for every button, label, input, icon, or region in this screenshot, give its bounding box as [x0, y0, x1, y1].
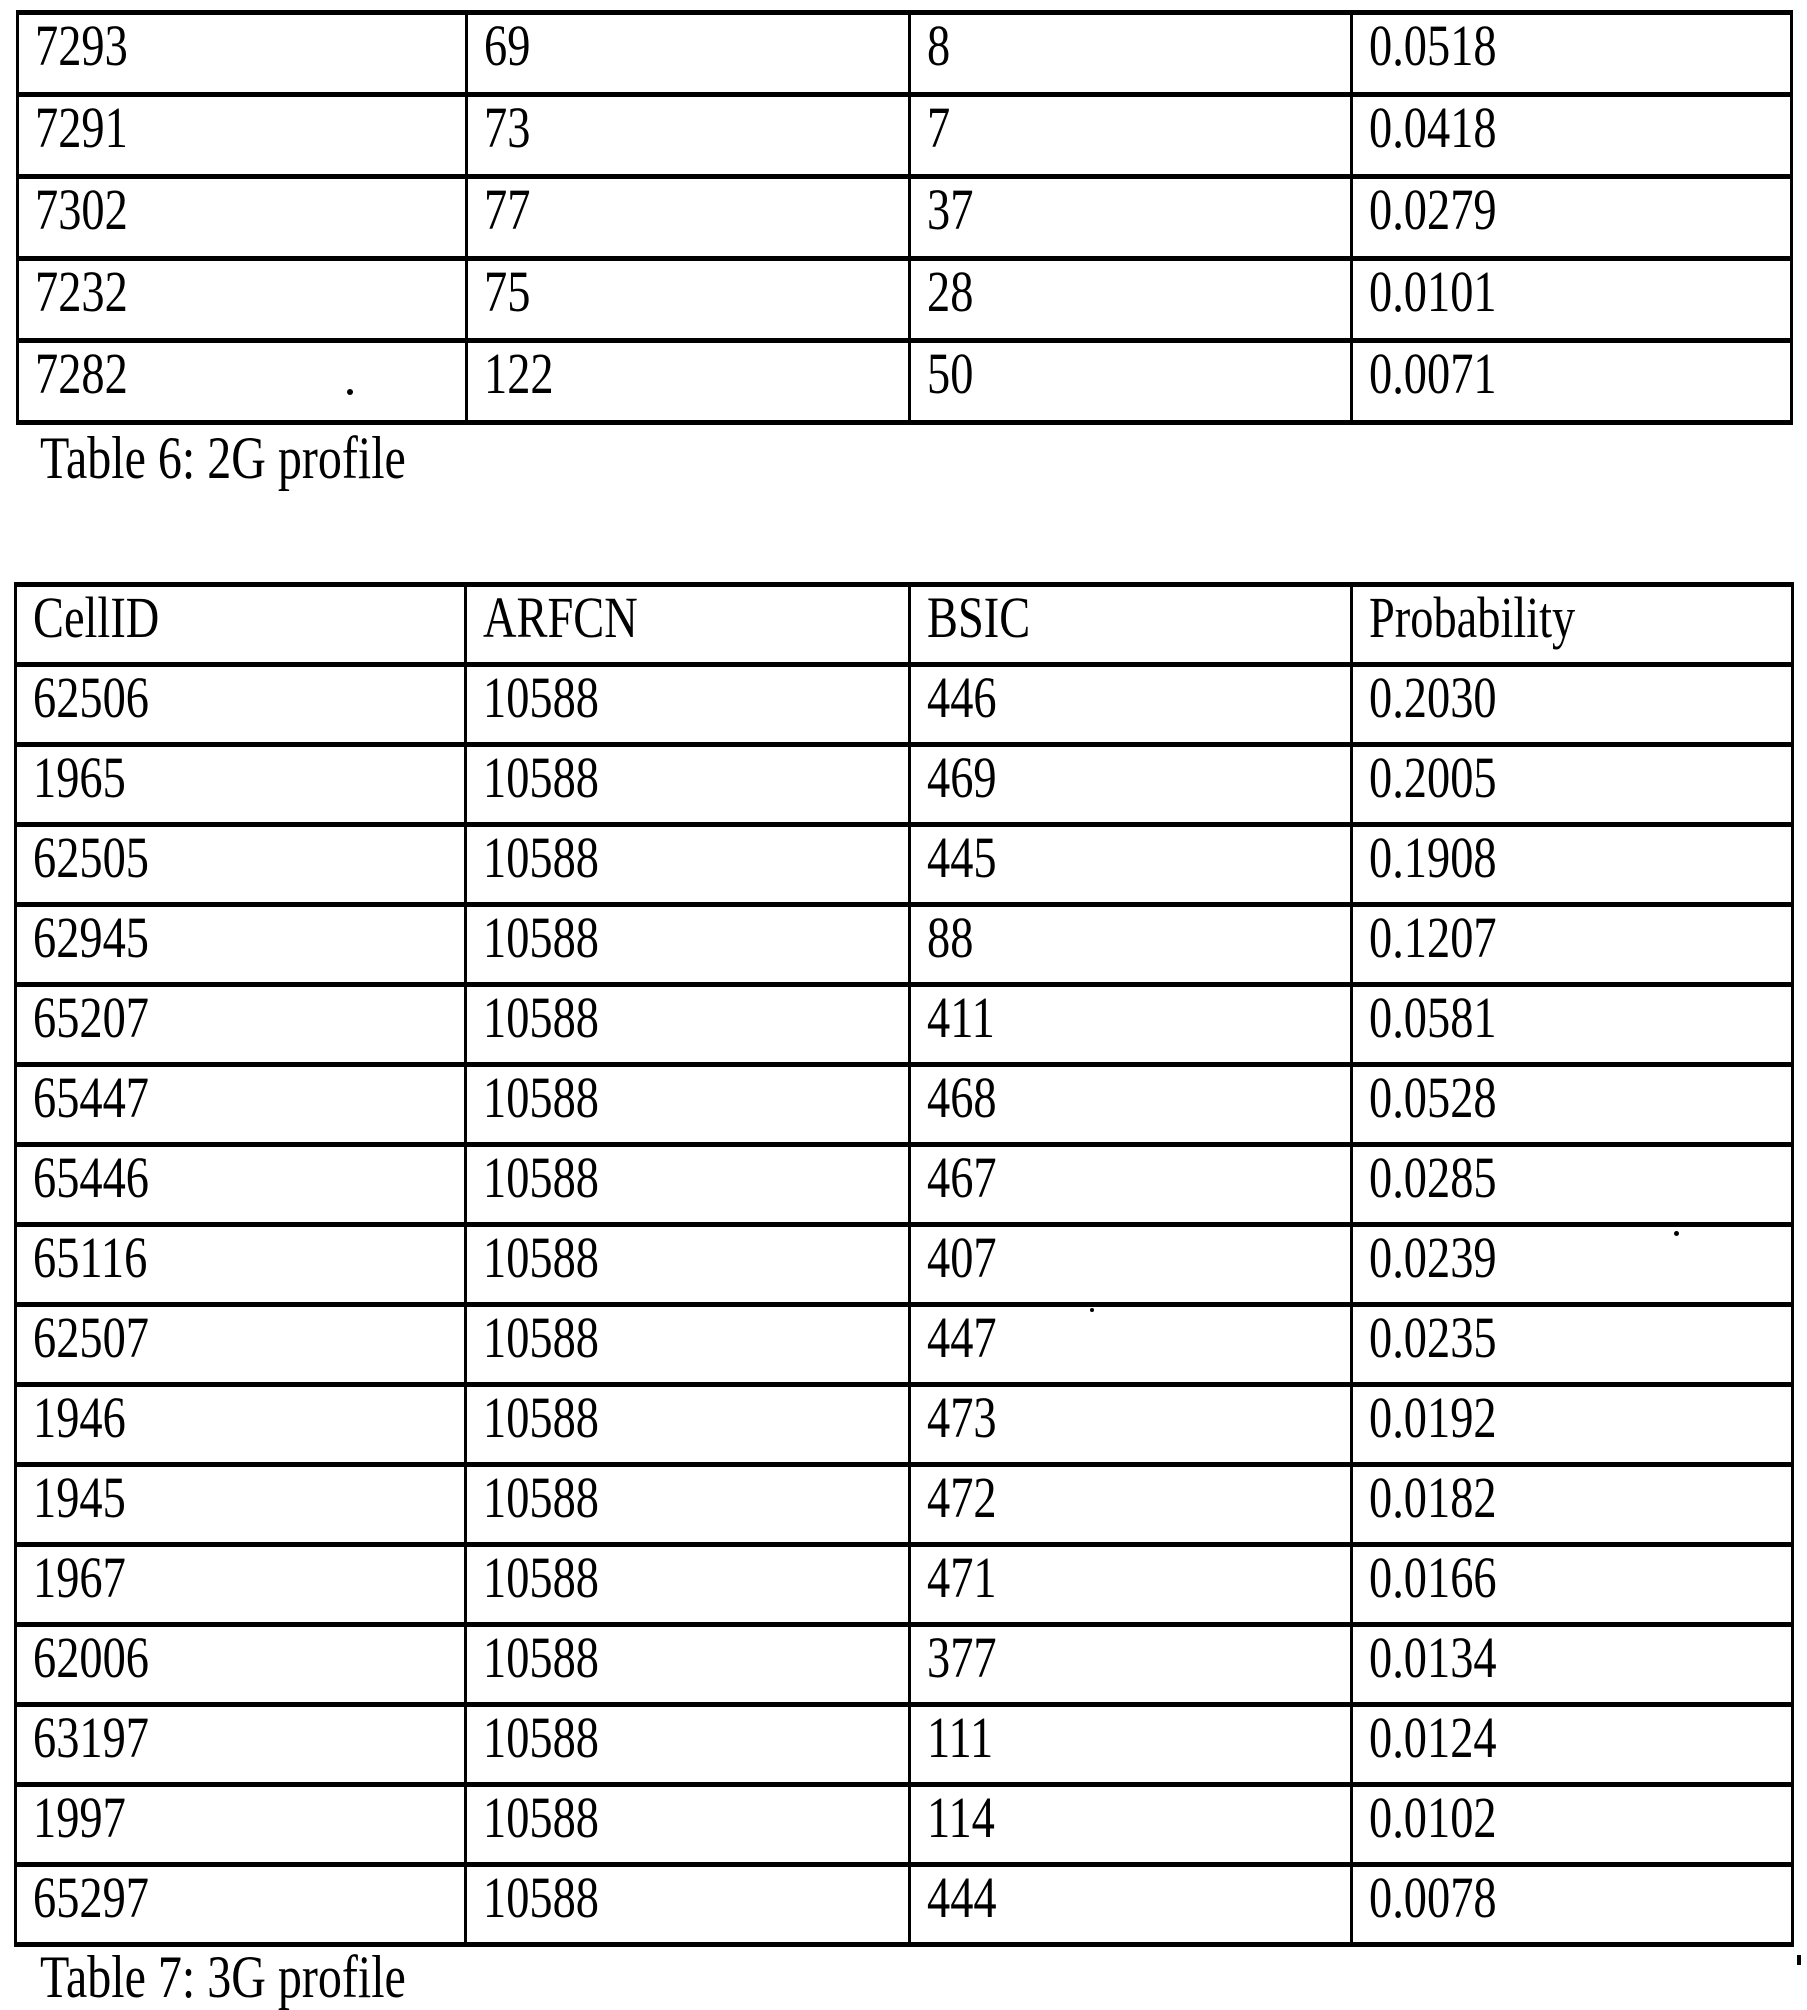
column-header-text: CellID [33, 585, 160, 650]
cell-text: 447 [926, 1305, 997, 1370]
cell-text: 111 [926, 1705, 993, 1770]
cell-text: 62945 [33, 905, 149, 970]
cell-text: 65297 [33, 1865, 149, 1930]
table-cell [465, 1385, 909, 1465]
table-cell [466, 95, 910, 177]
table-row [16, 1625, 1793, 1705]
table-cell [466, 341, 910, 423]
table-cell [18, 341, 467, 423]
table-cell [465, 745, 909, 825]
table-cell [16, 1545, 466, 1625]
table-cell [909, 1705, 1351, 1785]
table-cell [1352, 1385, 1793, 1465]
table6-caption [40, 426, 497, 490]
scan-speck [1090, 1308, 1094, 1312]
table-cell [909, 1385, 1351, 1465]
table-row [18, 177, 1792, 259]
table-cell [1352, 665, 1793, 745]
column-header [16, 585, 466, 665]
cell-text: 69 [483, 13, 531, 78]
cell-text: 473 [926, 1385, 997, 1450]
table-cell [16, 825, 466, 905]
column-header [1352, 585, 1793, 665]
cell-text: 10588 [482, 1225, 599, 1290]
table-row [16, 1785, 1793, 1865]
table-cell [1352, 1305, 1793, 1385]
cell-text: 10588 [482, 1145, 599, 1210]
table-3g-head [16, 585, 1793, 665]
table-cell [1352, 825, 1793, 905]
table-cell [16, 1385, 466, 1465]
cell-text: 65207 [33, 985, 149, 1050]
cell-text: 411 [926, 985, 995, 1050]
cell-text: 10588 [482, 985, 599, 1050]
table-cell [910, 259, 1352, 341]
cell-text: 10588 [482, 1625, 599, 1690]
cell-text: 37 [927, 177, 974, 242]
table-cell [1352, 745, 1793, 825]
cell-text: 407 [926, 1225, 997, 1290]
table-cell [909, 1465, 1351, 1545]
table-row [16, 1865, 1793, 1945]
cell-text: 8 [927, 13, 951, 78]
cell-text: 65116 [33, 1225, 148, 1290]
table-row [18, 95, 1792, 177]
cell-text: 65447 [33, 1065, 149, 1130]
column-header-text: Probability [1369, 585, 1576, 650]
cell-text: 10588 [482, 905, 599, 970]
cell-text: 472 [926, 1465, 997, 1530]
table-cell [910, 13, 1352, 95]
cell-text: 377 [926, 1625, 997, 1690]
table-cell [909, 1065, 1351, 1145]
cell-text: 0.0418 [1369, 95, 1497, 160]
cell-text: 0.2030 [1369, 665, 1497, 730]
table-row [16, 1465, 1793, 1545]
table-cell [1352, 985, 1793, 1065]
table-cell [909, 1225, 1351, 1305]
table-cell [18, 13, 467, 95]
table-row [16, 1705, 1793, 1785]
table-row [18, 341, 1792, 423]
table-row [16, 1225, 1793, 1305]
cell-text: 73 [483, 95, 531, 160]
table-cell [465, 1705, 909, 1785]
table7-caption-text: Table 7: 3G profile [40, 1944, 406, 2010]
cell-text: 28 [927, 259, 974, 324]
table-cell [910, 95, 1352, 177]
table-cell [1352, 1625, 1793, 1705]
cell-text: 469 [926, 745, 997, 810]
table-cell [465, 1465, 909, 1545]
cell-text: 444 [926, 1865, 997, 1930]
cell-text: 10588 [482, 1705, 599, 1770]
table-3g-profile [14, 582, 1794, 1947]
table-cell [909, 1625, 1351, 1705]
cell-text: 10588 [482, 665, 599, 730]
cell-text: 0.0101 [1369, 259, 1497, 324]
table-cell [18, 259, 467, 341]
cell-text: 7302 [35, 177, 128, 242]
cell-text: 446 [926, 665, 997, 730]
table-cell [16, 665, 466, 745]
table-cell [1352, 1465, 1793, 1545]
cell-text: 62506 [33, 665, 149, 730]
table-row [16, 1065, 1793, 1145]
cell-text: 10588 [482, 825, 599, 890]
table-2g-profile [16, 10, 1793, 425]
table7-caption [40, 1945, 497, 2009]
table-cell [1352, 1545, 1793, 1625]
table-cell [16, 1705, 466, 1785]
table-cell [1352, 1705, 1793, 1785]
table-row [16, 1545, 1793, 1625]
table-cell [16, 1785, 466, 1865]
table-row [16, 985, 1793, 1065]
table-row [16, 1145, 1793, 1225]
table-cell [465, 665, 909, 745]
table-3g-body [16, 665, 1793, 1945]
table-cell [1352, 341, 1792, 423]
table-cell [1352, 259, 1792, 341]
table-cell [16, 985, 466, 1065]
table-cell [16, 1305, 466, 1385]
cell-text: 1967 [33, 1545, 126, 1610]
table-header-row [16, 585, 1793, 665]
table-cell [466, 259, 910, 341]
cell-text: 63197 [33, 1705, 149, 1770]
table-cell [465, 985, 909, 1065]
cell-text: 0.0124 [1369, 1705, 1497, 1770]
table-cell [1352, 905, 1793, 985]
table-cell [1352, 1785, 1793, 1865]
table-row [16, 1305, 1793, 1385]
cell-text: 65446 [33, 1145, 149, 1210]
table-2g-body [18, 13, 1792, 423]
scan-speck [347, 389, 353, 395]
table-cell [910, 341, 1352, 423]
table-cell [465, 1785, 909, 1865]
cell-text: 1946 [33, 1385, 126, 1450]
table-cell [465, 825, 909, 905]
cell-text: 471 [926, 1545, 997, 1610]
cell-text: 10588 [482, 1385, 599, 1450]
cell-text: 10588 [482, 1465, 599, 1530]
table-cell [1352, 1065, 1793, 1145]
scan-speck [1674, 1231, 1679, 1236]
table-cell [16, 1865, 466, 1945]
cell-text: 0.2005 [1369, 745, 1497, 810]
table-cell [465, 1305, 909, 1385]
table-cell [16, 1625, 466, 1705]
cell-text: 7291 [35, 95, 128, 160]
table-cell [465, 905, 909, 985]
table-cell [1352, 1145, 1793, 1225]
table-cell [909, 1545, 1351, 1625]
cell-text: 0.0102 [1369, 1785, 1497, 1850]
table-row [16, 665, 1793, 745]
cell-text: 0.0134 [1369, 1625, 1497, 1690]
cell-text: 445 [926, 825, 997, 890]
table6-caption-text: Table 6: 2G profile [40, 425, 406, 491]
cell-text: 114 [926, 1785, 995, 1850]
cell-text: 62507 [33, 1305, 149, 1370]
table-cell [465, 1625, 909, 1705]
table-cell [909, 1865, 1351, 1945]
table-cell [466, 177, 910, 259]
table-cell [909, 1305, 1351, 1385]
table-cell [16, 1465, 466, 1545]
table-cell [909, 1785, 1351, 1865]
cell-text: 0.0182 [1369, 1465, 1497, 1530]
table-cell [16, 1065, 466, 1145]
cell-text: 10588 [482, 1865, 599, 1930]
cell-text: 7232 [35, 259, 128, 324]
cell-text: 75 [483, 259, 531, 324]
cell-text: 0.0279 [1369, 177, 1497, 242]
table-cell [16, 905, 466, 985]
cell-text: 88 [926, 905, 974, 970]
cell-text: 0.1908 [1369, 825, 1497, 890]
cell-text: 468 [926, 1065, 997, 1130]
cell-text: 0.0078 [1369, 1865, 1497, 1930]
cell-text: 7282 [35, 341, 128, 406]
cell-text: 0.0071 [1369, 341, 1497, 406]
table-row [18, 259, 1792, 341]
table-cell [1352, 1225, 1793, 1305]
cell-text: 0.0239 [1369, 1225, 1497, 1290]
cell-text: 0.0192 [1369, 1385, 1497, 1450]
table-cell [1352, 177, 1792, 259]
cell-text: 7 [927, 95, 951, 160]
cell-text: 0.0518 [1369, 13, 1497, 78]
cell-text: 10588 [482, 745, 599, 810]
cell-text: 62006 [33, 1625, 149, 1690]
table-cell [909, 985, 1351, 1065]
table-cell [909, 745, 1351, 825]
cell-text: 0.0285 [1369, 1145, 1497, 1210]
cell-text: 10588 [482, 1305, 599, 1370]
cell-text: 0.1207 [1369, 905, 1497, 970]
table-row [18, 13, 1792, 95]
table-row [16, 745, 1793, 825]
cell-text: 1965 [33, 745, 126, 810]
table-cell [1352, 95, 1792, 177]
cell-text: 7293 [35, 13, 128, 78]
table-row [16, 1385, 1793, 1465]
cell-text: 62505 [33, 825, 149, 890]
table-row [16, 825, 1793, 905]
table-cell [910, 177, 1352, 259]
table-cell [1352, 13, 1792, 95]
cell-text: 10588 [482, 1785, 599, 1850]
cell-text: 0.0166 [1369, 1545, 1497, 1610]
cell-text: 10588 [482, 1065, 599, 1130]
table-cell [18, 95, 467, 177]
cell-text: 10588 [482, 1545, 599, 1610]
table-cell [465, 1545, 909, 1625]
table-row [16, 905, 1793, 985]
cell-text: 122 [483, 341, 554, 406]
table-cell [909, 1145, 1351, 1225]
table-cell [16, 1225, 466, 1305]
table-cell [466, 13, 910, 95]
table-cell [16, 745, 466, 825]
column-header-text: BSIC [926, 585, 1030, 650]
cell-text: 1945 [33, 1465, 126, 1530]
cell-text: 50 [927, 341, 974, 406]
column-header [465, 585, 909, 665]
cell-text: 0.0528 [1369, 1065, 1497, 1130]
table-cell [465, 1065, 909, 1145]
cell-text: 0.0581 [1369, 985, 1497, 1050]
table-cell [465, 1225, 909, 1305]
cell-text: 1997 [33, 1785, 126, 1850]
cell-text: 467 [926, 1145, 997, 1210]
table-cell [909, 825, 1351, 905]
table-cell [909, 905, 1351, 985]
column-header [909, 585, 1351, 665]
scan-speck [1797, 1955, 1801, 1965]
table-cell [16, 1145, 466, 1225]
table-cell [465, 1865, 909, 1945]
table-cell [465, 1145, 909, 1225]
table-cell [1352, 1865, 1793, 1945]
table-cell [909, 665, 1351, 745]
table-cell [18, 177, 467, 259]
column-header-text: ARFCN [482, 585, 638, 650]
cell-text: 0.0235 [1369, 1305, 1497, 1370]
cell-text: 77 [483, 177, 531, 242]
